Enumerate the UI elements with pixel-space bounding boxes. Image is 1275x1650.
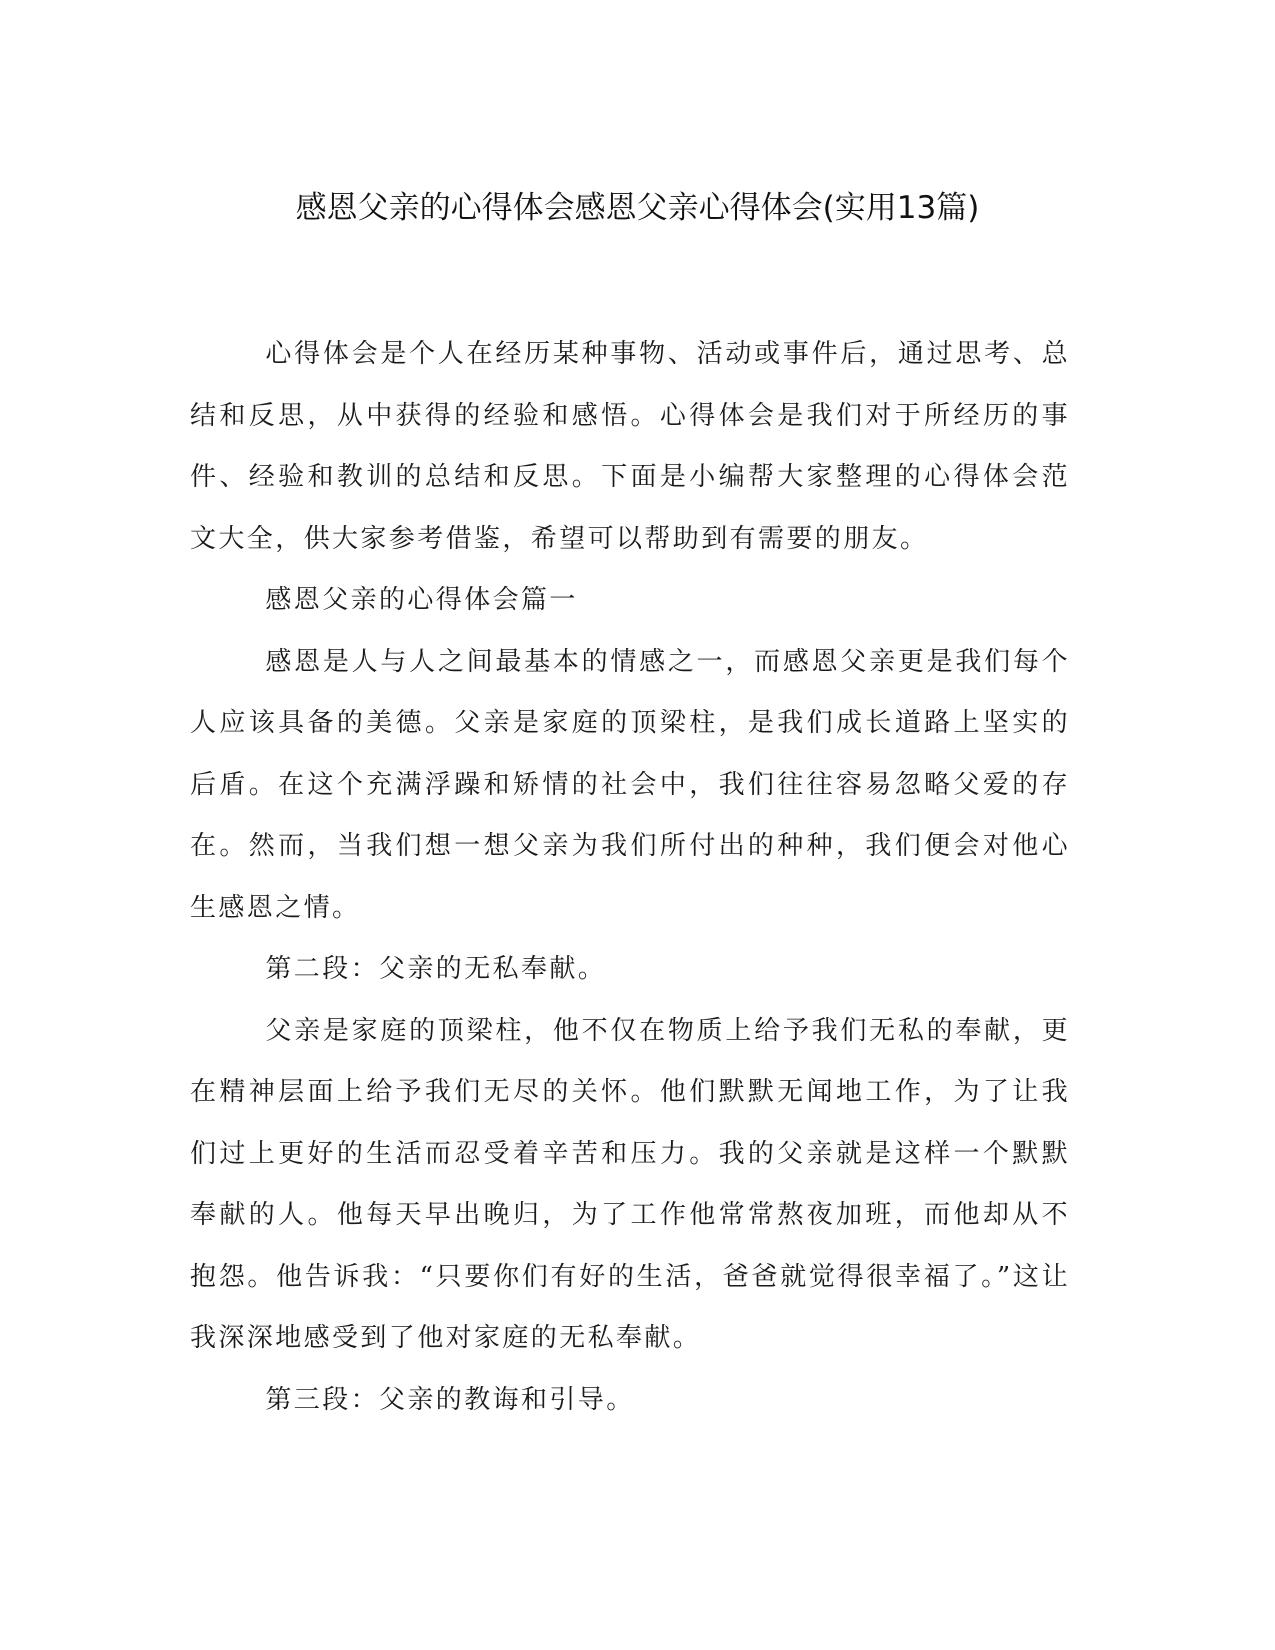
document-body <box>190 324 1070 1431</box>
section-heading-third: 第三段：父亲的教诲和引导。 <box>265 1384 635 1415</box>
section-heading-second: 第二段：父亲的无私奉献。 <box>265 954 607 984</box>
section-heading-part-one: 感恩父亲的心得体会篇一 <box>265 585 578 615</box>
document-title: 感恩父亲的心得体会感恩父亲心得体会(实用13篇) <box>295 190 980 226</box>
intro-paragraph: 心得体会是个人在经历某种事物、活动或事件后，通过思考、总结和反思，从中获得的经验和感悟。心得体会是我们对于所经历的事件、经验和教训的总结和反思。下面是小编帮大家整理的心得体会范文大全，供大家参考借鉴，希望可以帮助到有需要的朋友。 <box>190 339 1070 554</box>
body-paragraph: 父亲是家庭的顶梁柱，他不仅在物质上给予我们无私的奉献，更在精神层面上给予我们无尽的关怀。他们默默无闻地工作，为了让我们过上更好的生活而忍受着辛苦和压力。我的父亲就是这样一个默默奉献的人。他每天早出晚归，为了工作他常常熬夜加班，而他却从不抱怨。他告诉我：“只要你们有好的生活，爸爸就觉得很幸福了。”这让我深深地感受到了他对家庭的无私奉献。 <box>190 1015 1070 1353</box>
body-paragraph: 感恩是人与人之间最基本的情感之一，而感恩父亲更是我们每个人应该具备的美德。父亲是家庭的顶梁柱，是我们成长道路上坚实的后盾。在这个充满浮躁和矫情的社会中，我们往往容易忽略父爱的存在。然而，当我们想一想父亲为我们所付出的种种，我们便会对他心生感恩之情。 <box>190 646 1070 923</box>
